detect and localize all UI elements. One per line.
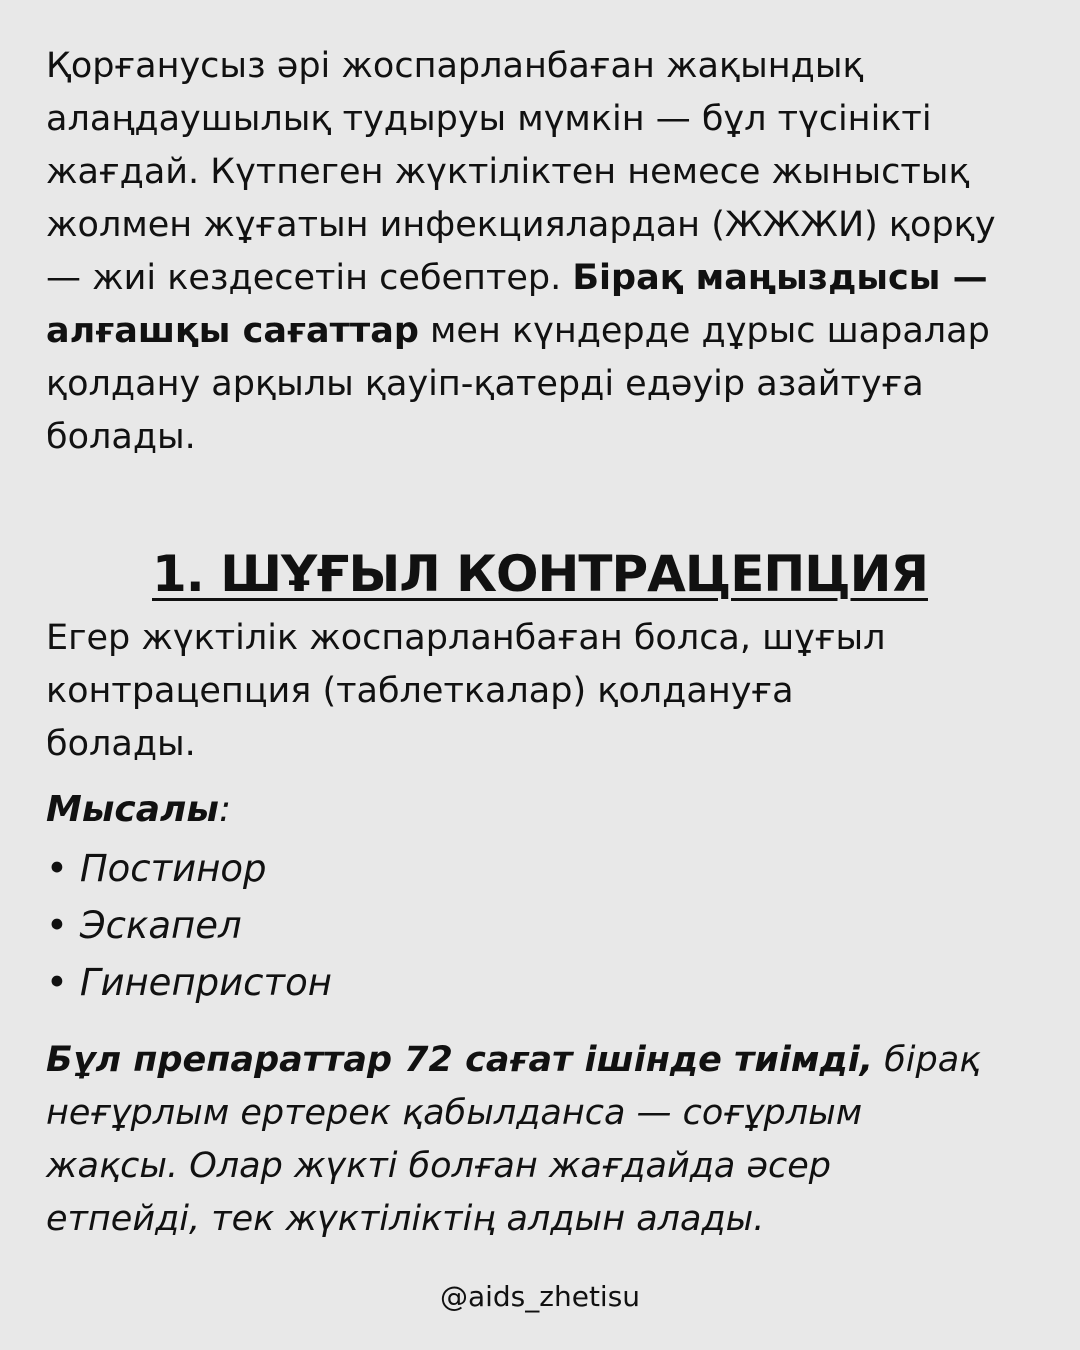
- section-line: болады.: [46, 724, 196, 764]
- bullet-icon: •: [46, 961, 68, 1004]
- section-line: Егер жүктілік жоспарланбаған болса, шұғыл: [46, 618, 886, 658]
- intro-line: қолдану арқылы қауіп-қатерді едәуір азайтуға: [46, 364, 924, 404]
- note-paragraph: [46, 1034, 1046, 1246]
- bullet-icon: •: [46, 904, 68, 947]
- section-heading: [0, 540, 1080, 608]
- examples-label-text: Мысалы: [46, 789, 219, 830]
- note-line: етпейді, тек жүктіліктің алдын алады.: [46, 1199, 765, 1239]
- list-item: [46, 954, 332, 1011]
- section-line: контрацепция (таблеткалар) қолдануға: [46, 671, 794, 711]
- note-text: [46, 1034, 1046, 1246]
- intro-line: болады.: [46, 417, 196, 457]
- list-item-label: Постинор: [79, 847, 267, 890]
- section-heading-text: 1. ШҰҒЫЛ КОНТРАЦЕПЦИЯ: [152, 545, 928, 603]
- list-item: [46, 897, 332, 954]
- section-text: [46, 612, 1046, 771]
- note-line: неғұрлым ертерек қабылданса — соғұрлым: [46, 1093, 863, 1133]
- note-line: бірақ: [884, 1040, 981, 1080]
- note-line: жақсы. Олар жүкті болған жағдайда әсер: [46, 1146, 832, 1186]
- intro-line: — жиі кездесетін себептер.: [46, 258, 562, 298]
- intro-line: алаңдаушылық тудыруы мүмкін — бұл түсінікті: [46, 99, 932, 139]
- intro-line: жолмен жұғатын инфекциялардан (ЖЖЖИ) қорқу: [46, 205, 996, 245]
- list-item: [46, 840, 332, 897]
- bullet-icon: •: [46, 847, 68, 890]
- section-paragraph: [46, 612, 1046, 771]
- list-item-label: Гинепристон: [79, 961, 332, 1004]
- intro-line: жағдай. Күтпеген жүктіліктен немесе жыныстық: [46, 152, 970, 192]
- examples-label: [46, 783, 1046, 837]
- examples-colon: :: [218, 789, 232, 830]
- note-emphasis: Бұл препараттар 72 сағат ішінде тиімді,: [46, 1040, 874, 1080]
- examples-label-block: [46, 783, 1046, 837]
- intro-line: Қорғанусыз әрі жоспарланбаған жақындық: [46, 46, 864, 86]
- list-item-label: Эскапел: [79, 904, 242, 947]
- intro-text: [46, 40, 1046, 464]
- intro-paragraph: [46, 40, 1046, 464]
- intro-emphasis: Бірақ маңыздысы —: [572, 258, 988, 298]
- examples-list: [46, 840, 332, 1011]
- intro-emphasis: алғашқы сағаттар: [46, 311, 419, 351]
- account-handle: @aids_zhetisu: [439, 1280, 641, 1313]
- intro-line: мен күндерде дұрыс шаралар: [430, 311, 990, 351]
